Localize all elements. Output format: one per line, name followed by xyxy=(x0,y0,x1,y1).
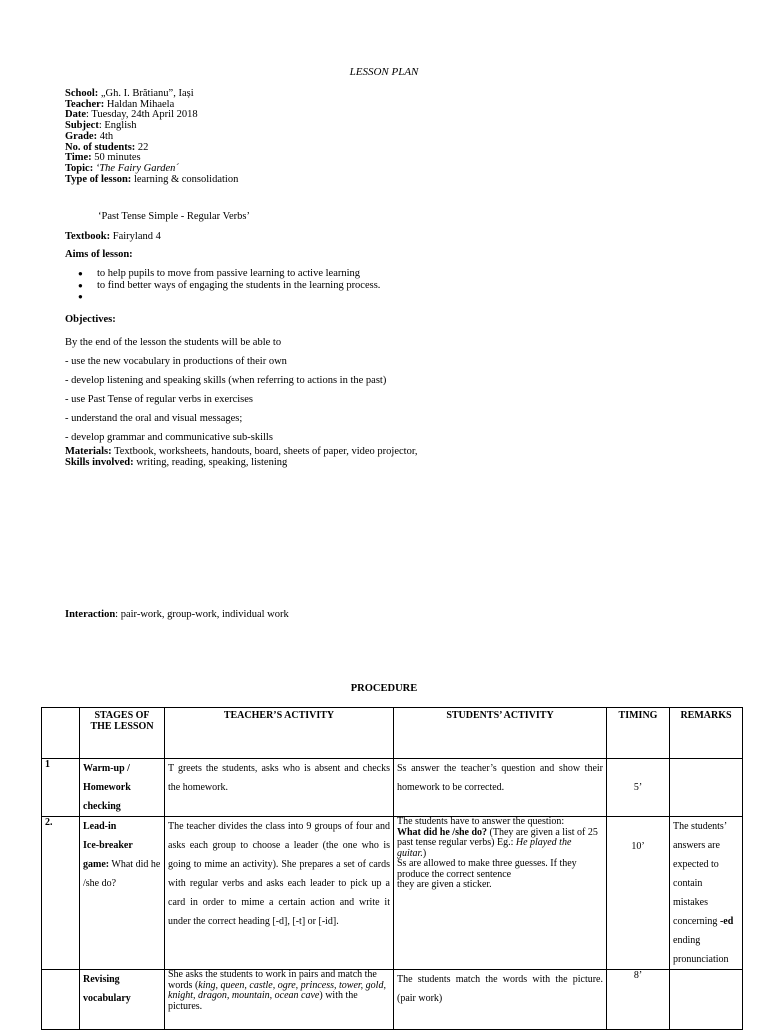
row-number xyxy=(42,970,80,1030)
timing-cell: 8’ xyxy=(607,970,670,1030)
column-header: TIMING xyxy=(607,708,670,759)
objectives-heading: Objectives: xyxy=(65,314,116,325)
topic-line: Topic: ‘The Fairy Garden´ xyxy=(65,162,179,174)
procedure-heading: PROCEDURE xyxy=(350,683,418,694)
subject-line: Subject: English xyxy=(65,120,137,132)
table-header-row xyxy=(42,708,743,759)
student-cell: The students match the words with the picture. (pair work) xyxy=(394,970,607,1030)
remarks-cell: The students’ answers are expected to contain mistakes concerning -ed ending pronunciation xyxy=(670,817,743,970)
interaction-line: Interaction: pair-work, group-work, individual work xyxy=(65,609,289,620)
objectives-list xyxy=(65,333,386,447)
list-item: - understand the oral and visual messages; xyxy=(65,413,243,424)
row-number: 1 xyxy=(42,759,80,817)
date-line: Date: Tuesday, 24th April 2018 xyxy=(65,109,198,121)
list-item: - develop listening and speaking skills (when referring to actions in the past) xyxy=(65,375,387,386)
teacher-cell: The teacher divides the class into 9 groups of four and asks each group to choose a leader (the one who is going to mime an activity). She prepares a set of cards with regular verbs and asks each leader to pick up a card in order to mime a certain action and write it under the correct heading [-d], [-t] or [-id]. xyxy=(165,817,394,970)
bullet-icon: ● xyxy=(78,269,83,278)
time-line: Time: 50 minutes xyxy=(65,152,141,164)
grammar-topic: ‘Past Tense Simple - Regular Verbs’ xyxy=(98,211,250,222)
aims-list xyxy=(78,268,380,303)
lesson-info xyxy=(65,89,238,185)
student-cell: Ss answer the teacher’s question and show their homework to be corrected. xyxy=(394,759,607,817)
column-header: TEACHER’S ACTIVITY xyxy=(165,708,394,759)
aims-heading: Aims of lesson: xyxy=(65,249,133,260)
student-cell: The students have to answer the question: What did he /she do? (They are given a list of 25 past tense regular verbs) Eg.: He played the guitar.) Ss are allowed to make three guesses. If they produce the correct sentence they are given a sticker. xyxy=(394,817,607,970)
column-header: REMARKS xyxy=(670,708,743,759)
school-line: School: „Gh. I. Brătianu”, Iași xyxy=(65,88,194,99)
stage-cell: Revising vocabulary xyxy=(80,970,165,1030)
column-header xyxy=(42,708,80,759)
list-item: ● to find better ways of engaging the students in the learning process. xyxy=(78,279,381,291)
skills-line: Skills involved: writing, reading, speaking, listening xyxy=(65,456,288,468)
timing-cell: 5’ xyxy=(607,759,670,817)
materials-block xyxy=(65,447,418,468)
table-row xyxy=(42,817,743,970)
row-number: 2. xyxy=(42,817,80,970)
grade-line: Grade: 4th xyxy=(65,130,114,142)
list-item: By the end of the lesson the students will be able to xyxy=(65,337,282,348)
list-item: - develop grammar and communicative sub-skills xyxy=(65,432,273,443)
list-item xyxy=(78,291,380,303)
list-item: - use Past Tense of regular verbs in exercises xyxy=(65,394,254,405)
materials-line: Materials: Textbook, worksheets, handouts, board, sheets of paper, video projector, xyxy=(65,446,418,457)
column-header: STUDENTS’ ACTIVITY xyxy=(394,708,607,759)
procedure-table xyxy=(41,707,743,1030)
stage-cell: Lead-in Ice-breaker game: What did he /she do? xyxy=(80,817,165,970)
teacher-line: Teacher: Haldan Mihaela xyxy=(65,98,175,110)
timing-cell: 10’ xyxy=(607,817,670,970)
type-line: Type of lesson: learning & consolidation xyxy=(65,173,239,185)
bullet-icon: ● xyxy=(78,280,83,290)
students-line: No. of students: 22 xyxy=(65,141,149,153)
stage-cell: Warm-up / Homework checking xyxy=(80,759,165,817)
list-item: ● to help pupils to move from passive learning to active learning xyxy=(78,268,361,279)
page-title: LESSON PLAN xyxy=(349,66,419,78)
bullet-icon: ● xyxy=(78,292,83,301)
table-row xyxy=(42,970,743,1030)
table-row xyxy=(42,759,743,817)
list-item: - use the new vocabulary in productions of their own xyxy=(65,356,287,367)
remarks-cell xyxy=(670,759,743,817)
textbook-line: Textbook: Fairyland 4 xyxy=(65,231,161,242)
remarks-cell xyxy=(670,970,743,1030)
teacher-cell: T greets the students, asks who is absent and checks the homework. xyxy=(165,759,394,817)
column-header: STAGES OF THE LESSON xyxy=(80,708,165,759)
teacher-cell: She asks the students to work in pairs and match the words (king, queen, castle, ogre, princess, tower, gold, knight, dragon, mountain, ocean cave) with the pictures. xyxy=(165,970,394,1030)
